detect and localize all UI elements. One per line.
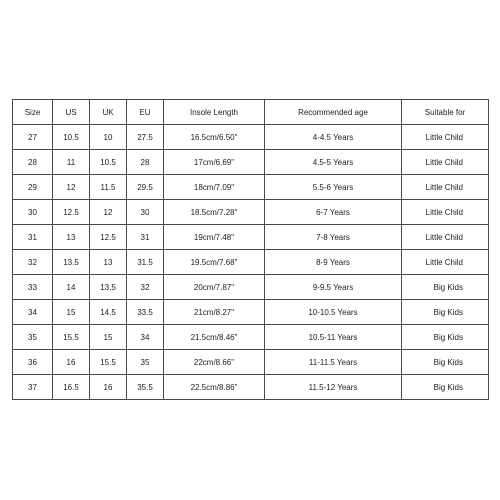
header-recommended-age: Recommended age — [265, 100, 402, 125]
suitable-for-cell: Little Child — [402, 225, 489, 250]
table-row — [13, 350, 489, 375]
insole-length-cell: 21.5cm/8.46" — [164, 325, 265, 350]
eu-cell: 32 — [127, 275, 164, 300]
table-row — [13, 150, 489, 175]
insole-length-cell: 21cm/8.27" — [164, 300, 265, 325]
us-cell: 12 — [53, 175, 90, 200]
suitable-for-cell: Little Child — [402, 250, 489, 275]
suitable-for-cell: Big Kids — [402, 350, 489, 375]
recommended-age-cell: 7-8 Years — [265, 225, 402, 250]
suitable-for-cell: Little Child — [402, 125, 489, 150]
uk-cell: 13.5 — [90, 275, 127, 300]
insole-length-cell: 18cm/7.09" — [164, 175, 265, 200]
suitable-for-cell: Big Kids — [402, 375, 489, 400]
us-cell: 11 — [53, 150, 90, 175]
uk-cell: 15 — [90, 325, 127, 350]
suitable-for-cell: Big Kids — [402, 275, 489, 300]
header-us: US — [53, 100, 90, 125]
us-cell: 13 — [53, 225, 90, 250]
size-cell: 31 — [13, 225, 53, 250]
uk-cell: 12 — [90, 200, 127, 225]
us-cell: 13.5 — [53, 250, 90, 275]
insole-length-cell: 22cm/8.66" — [164, 350, 265, 375]
uk-cell: 13 — [90, 250, 127, 275]
insole-length-cell: 20cm/7.87" — [164, 275, 265, 300]
recommended-age-cell: 4-4.5 Years — [265, 125, 402, 150]
us-cell: 15.5 — [53, 325, 90, 350]
size-cell: 33 — [13, 275, 53, 300]
suitable-for-cell: Little Child — [402, 200, 489, 225]
header-eu: EU — [127, 100, 164, 125]
suitable-for-cell: Little Child — [402, 175, 489, 200]
recommended-age-cell: 4.5-5 Years — [265, 150, 402, 175]
table-row — [13, 325, 489, 350]
eu-cell: 34 — [127, 325, 164, 350]
size-cell: 27 — [13, 125, 53, 150]
eu-cell: 27.5 — [127, 125, 164, 150]
uk-cell: 14.5 — [90, 300, 127, 325]
eu-cell: 28 — [127, 150, 164, 175]
size-cell: 29 — [13, 175, 53, 200]
recommended-age-cell: 8-9 Years — [265, 250, 402, 275]
size-cell: 37 — [13, 375, 53, 400]
table-row — [13, 125, 489, 150]
recommended-age-cell: 11.5-12 Years — [265, 375, 402, 400]
size-cell: 30 — [13, 200, 53, 225]
uk-cell: 11.5 — [90, 175, 127, 200]
us-cell: 16 — [53, 350, 90, 375]
table-row — [13, 200, 489, 225]
us-cell: 14 — [53, 275, 90, 300]
uk-cell: 15.5 — [90, 350, 127, 375]
uk-cell: 12.5 — [90, 225, 127, 250]
us-cell: 12.5 — [53, 200, 90, 225]
table-row — [13, 375, 489, 400]
size-cell: 36 — [13, 350, 53, 375]
header-uk: UK — [90, 100, 127, 125]
recommended-age-cell: 6-7 Years — [265, 200, 402, 225]
header-suitable-for: Suitable for — [402, 100, 489, 125]
us-cell: 15 — [53, 300, 90, 325]
size-chart-table — [12, 99, 489, 400]
table-row — [13, 175, 489, 200]
header-insole-length: Insole Length — [164, 100, 265, 125]
eu-cell: 35 — [127, 350, 164, 375]
insole-length-cell: 22.5cm/8.86" — [164, 375, 265, 400]
eu-cell: 35.5 — [127, 375, 164, 400]
uk-cell: 16 — [90, 375, 127, 400]
table-row — [13, 300, 489, 325]
uk-cell: 10.5 — [90, 150, 127, 175]
table-row — [13, 250, 489, 275]
recommended-age-cell: 9-9.5 Years — [265, 275, 402, 300]
recommended-age-cell: 10-10.5 Years — [265, 300, 402, 325]
us-cell: 10.5 — [53, 125, 90, 150]
suitable-for-cell: Big Kids — [402, 300, 489, 325]
size-cell: 28 — [13, 150, 53, 175]
recommended-age-cell: 5.5-6 Years — [265, 175, 402, 200]
suitable-for-cell: Little Child — [402, 150, 489, 175]
eu-cell: 31.5 — [127, 250, 164, 275]
insole-length-cell: 18.5cm/7.28" — [164, 200, 265, 225]
insole-length-cell: 16.5cm/6.50" — [164, 125, 265, 150]
eu-cell: 29.5 — [127, 175, 164, 200]
header-row — [13, 100, 489, 125]
insole-length-cell: 19.5cm/7.68" — [164, 250, 265, 275]
eu-cell: 31 — [127, 225, 164, 250]
size-cell: 32 — [13, 250, 53, 275]
eu-cell: 33.5 — [127, 300, 164, 325]
table-body — [13, 125, 489, 400]
uk-cell: 10 — [90, 125, 127, 150]
recommended-age-cell: 10.5-11 Years — [265, 325, 402, 350]
recommended-age-cell: 11-11.5 Years — [265, 350, 402, 375]
table-row — [13, 225, 489, 250]
size-cell: 34 — [13, 300, 53, 325]
suitable-for-cell: Big Kids — [402, 325, 489, 350]
header-size: Size — [13, 100, 53, 125]
insole-length-cell: 19cm/7.48" — [164, 225, 265, 250]
insole-length-cell: 17cm/6.69" — [164, 150, 265, 175]
us-cell: 16.5 — [53, 375, 90, 400]
eu-cell: 30 — [127, 200, 164, 225]
table-row — [13, 275, 489, 300]
size-cell: 35 — [13, 325, 53, 350]
